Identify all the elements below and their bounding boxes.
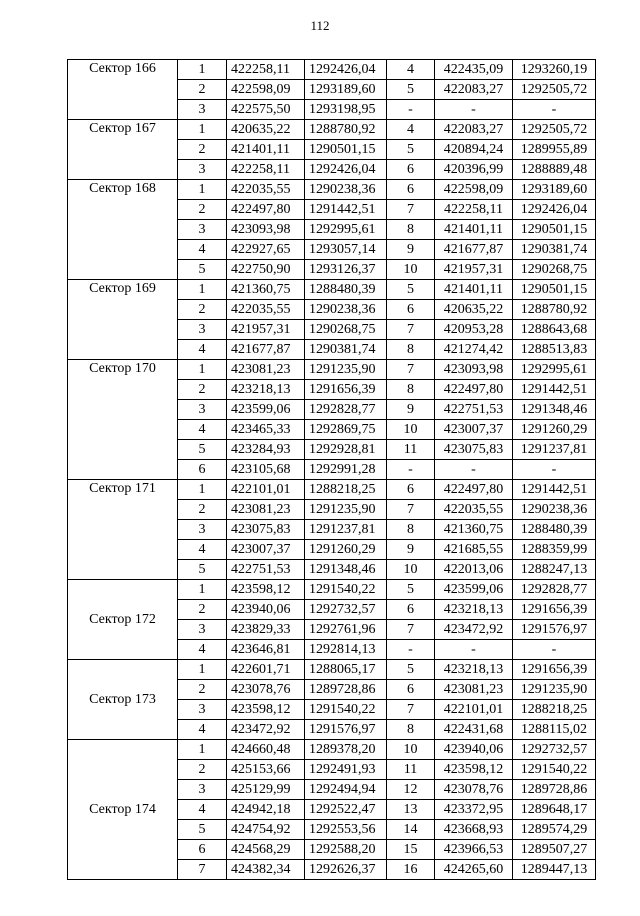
y-coordinate: 1288218,25 [513, 700, 596, 720]
x-coordinate: 423966,53 [435, 840, 513, 860]
y-coordinate: 1289574,29 [513, 820, 596, 840]
y-coordinate: 1289955,89 [513, 140, 596, 160]
x-coordinate: 423472,92 [435, 620, 513, 640]
point-number: 4 [178, 420, 227, 440]
y-coordinate: 1291235,90 [305, 360, 387, 380]
x-coordinate: 422497,80 [435, 380, 513, 400]
y-coordinate: 1288480,39 [513, 520, 596, 540]
y-coordinate: 1292869,75 [305, 420, 387, 440]
point-number: 2 [178, 760, 227, 780]
y-coordinate: 1288065,17 [305, 660, 387, 680]
y-coordinate: 1291235,90 [305, 500, 387, 520]
x-coordinate: 423472,92 [227, 720, 305, 740]
x-coordinate: 420635,22 [227, 120, 305, 140]
y-coordinate: 1289378,20 [305, 740, 387, 760]
x-coordinate: 422101,01 [227, 480, 305, 500]
point-number: 6 [387, 300, 435, 320]
x-coordinate: 422258,11 [435, 200, 513, 220]
y-coordinate: 1291237,81 [305, 520, 387, 540]
point-number: 4 [178, 720, 227, 740]
y-coordinate: 1291442,51 [513, 480, 596, 500]
y-coordinate: 1289728,86 [305, 680, 387, 700]
sector-name: Сектор 172 [68, 580, 178, 660]
y-coordinate: 1292732,57 [305, 600, 387, 620]
y-coordinate: 1292732,57 [513, 740, 596, 760]
x-coordinate: 423598,12 [227, 580, 305, 600]
y-coordinate: 1292828,77 [513, 580, 596, 600]
x-coordinate: 420953,28 [435, 320, 513, 340]
y-coordinate: 1292761,96 [305, 620, 387, 640]
point-number: 1 [178, 480, 227, 500]
point-number: 7 [387, 200, 435, 220]
y-coordinate: 1290238,36 [513, 500, 596, 520]
x-coordinate: 422258,11 [227, 60, 305, 80]
point-number: 9 [387, 540, 435, 560]
point-number: 8 [387, 380, 435, 400]
x-coordinate: 422101,01 [435, 700, 513, 720]
y-coordinate: 1291348,46 [305, 560, 387, 580]
point-number: 3 [178, 780, 227, 800]
point-number: 8 [387, 720, 435, 740]
x-coordinate: 423599,06 [227, 400, 305, 420]
point-number: 6 [387, 160, 435, 180]
point-number: 9 [387, 400, 435, 420]
sector-name: Сектор 169 [68, 280, 178, 360]
x-coordinate: 425129,99 [227, 780, 305, 800]
x-coordinate: 422013,06 [435, 560, 513, 580]
x-coordinate: 423093,98 [435, 360, 513, 380]
point-number: 3 [178, 620, 227, 640]
point-number: 3 [178, 700, 227, 720]
point-number: 4 [178, 540, 227, 560]
x-coordinate: 423081,23 [227, 500, 305, 520]
x-coordinate: 423105,68 [227, 460, 305, 480]
sector-name: Сектор 171 [68, 480, 178, 580]
point-number: 2 [178, 380, 227, 400]
point-number: 7 [387, 500, 435, 520]
point-number: 1 [178, 120, 227, 140]
point-number: 1 [178, 580, 227, 600]
x-coordinate: 421274,42 [435, 340, 513, 360]
y-coordinate: 1292626,37 [305, 860, 387, 880]
y-coordinate: 1288218,25 [305, 480, 387, 500]
point-number: 5 [387, 140, 435, 160]
y-coordinate: 1292995,61 [305, 220, 387, 240]
x-coordinate: 423081,23 [227, 360, 305, 380]
y-coordinate: 1293189,60 [513, 180, 596, 200]
x-coordinate: 423218,13 [435, 600, 513, 620]
point-number: 10 [387, 740, 435, 760]
x-coordinate: 421957,31 [227, 320, 305, 340]
point-number: 5 [178, 260, 227, 280]
x-coordinate: 422083,27 [435, 120, 513, 140]
point-number: 6 [387, 180, 435, 200]
y-coordinate: 1288780,92 [305, 120, 387, 140]
sector-name: Сектор 166 [68, 60, 178, 120]
x-coordinate: 424382,34 [227, 860, 305, 880]
x-coordinate: 423372,95 [435, 800, 513, 820]
point-number: 15 [387, 840, 435, 860]
point-number: 5 [387, 80, 435, 100]
point-number: 5 [387, 660, 435, 680]
y-coordinate: 1290501,15 [513, 220, 596, 240]
y-coordinate: 1291656,39 [513, 660, 596, 680]
y-coordinate: 1288480,39 [305, 280, 387, 300]
x-coordinate: - [435, 100, 513, 120]
point-number: 5 [387, 280, 435, 300]
point-number: 4 [387, 120, 435, 140]
x-coordinate: 423218,13 [227, 380, 305, 400]
y-coordinate: 1292426,04 [513, 200, 596, 220]
y-coordinate: 1289507,27 [513, 840, 596, 860]
point-number: 10 [387, 260, 435, 280]
y-coordinate: 1288643,68 [513, 320, 596, 340]
point-number: 3 [178, 520, 227, 540]
x-coordinate: 422598,09 [227, 80, 305, 100]
x-coordinate: 423007,37 [227, 540, 305, 560]
y-coordinate: - [513, 640, 596, 660]
x-coordinate: - [435, 460, 513, 480]
y-coordinate: 1292491,93 [305, 760, 387, 780]
y-coordinate: 1288513,83 [513, 340, 596, 360]
x-coordinate: 423078,76 [435, 780, 513, 800]
x-coordinate: 423598,12 [227, 700, 305, 720]
y-coordinate: 1291656,39 [513, 600, 596, 620]
point-number: 2 [178, 300, 227, 320]
point-number: 1 [178, 180, 227, 200]
point-number: 4 [178, 340, 227, 360]
point-number: 9 [387, 240, 435, 260]
x-coordinate: 422497,80 [435, 480, 513, 500]
x-coordinate: 423218,13 [435, 660, 513, 680]
point-number: 3 [178, 100, 227, 120]
x-coordinate: 425153,66 [227, 760, 305, 780]
y-coordinate: 1291260,29 [305, 540, 387, 560]
point-number: 7 [387, 700, 435, 720]
y-coordinate: 1290381,74 [513, 240, 596, 260]
table-row [68, 120, 596, 140]
x-coordinate: 423668,93 [435, 820, 513, 840]
y-coordinate: 1290501,15 [513, 280, 596, 300]
y-coordinate: 1292553,56 [305, 820, 387, 840]
table-row [68, 280, 596, 300]
point-number: - [387, 100, 435, 120]
sector-name: Сектор 174 [68, 740, 178, 880]
y-coordinate: 1292494,94 [305, 780, 387, 800]
x-coordinate: 420396,99 [435, 160, 513, 180]
table-row [68, 180, 596, 200]
x-coordinate: 423284,93 [227, 440, 305, 460]
point-number: 5 [178, 820, 227, 840]
point-number: 10 [387, 560, 435, 580]
x-coordinate: 422601,71 [227, 660, 305, 680]
point-number: 4 [178, 800, 227, 820]
point-number: - [387, 460, 435, 480]
point-number: 7 [387, 620, 435, 640]
x-coordinate: 424754,92 [227, 820, 305, 840]
y-coordinate: 1290238,36 [305, 180, 387, 200]
y-coordinate: 1291540,22 [513, 760, 596, 780]
point-number: - [387, 640, 435, 660]
x-coordinate: 422927,65 [227, 240, 305, 260]
point-number: 2 [178, 600, 227, 620]
x-coordinate: 424568,29 [227, 840, 305, 860]
y-coordinate: 1290381,74 [305, 340, 387, 360]
point-number: 6 [178, 840, 227, 860]
point-number: 7 [178, 860, 227, 880]
page-number: 112 [310, 18, 330, 33]
y-coordinate: 1291442,51 [513, 380, 596, 400]
x-coordinate: 424660,48 [227, 740, 305, 760]
y-coordinate: 1293126,37 [305, 260, 387, 280]
y-coordinate: 1293260,19 [513, 60, 596, 80]
table-row [68, 480, 596, 500]
y-coordinate: - [513, 100, 596, 120]
point-number: 1 [178, 360, 227, 380]
point-number: 7 [387, 320, 435, 340]
y-coordinate: 1291540,22 [305, 700, 387, 720]
point-number: 11 [387, 440, 435, 460]
point-number: 1 [178, 660, 227, 680]
x-coordinate: 423078,76 [227, 680, 305, 700]
point-number: 8 [387, 520, 435, 540]
point-number: 5 [178, 440, 227, 460]
x-coordinate: 422035,55 [227, 180, 305, 200]
y-coordinate: 1292588,20 [305, 840, 387, 860]
x-coordinate: 423940,06 [227, 600, 305, 620]
y-coordinate: 1291576,97 [305, 720, 387, 740]
coordinates-table [67, 59, 596, 880]
x-coordinate: 422083,27 [435, 80, 513, 100]
point-number: 2 [178, 680, 227, 700]
point-number: 13 [387, 800, 435, 820]
x-coordinate: 423081,23 [435, 680, 513, 700]
point-number: 12 [387, 780, 435, 800]
x-coordinate: 422035,55 [435, 500, 513, 520]
point-number: 4 [178, 640, 227, 660]
point-number: 3 [178, 400, 227, 420]
x-coordinate: 421401,11 [435, 280, 513, 300]
y-coordinate: 1292426,04 [305, 60, 387, 80]
x-coordinate: 422431,68 [435, 720, 513, 740]
x-coordinate: 421360,75 [435, 520, 513, 540]
point-number: 3 [178, 320, 227, 340]
point-number: 6 [178, 460, 227, 480]
y-coordinate: 1291576,97 [513, 620, 596, 640]
y-coordinate: - [513, 460, 596, 480]
sector-name: Сектор 168 [68, 180, 178, 280]
point-number: 6 [387, 480, 435, 500]
x-coordinate: 421957,31 [435, 260, 513, 280]
y-coordinate: 1292995,61 [513, 360, 596, 380]
x-coordinate: 422035,55 [227, 300, 305, 320]
y-coordinate: 1288247,13 [513, 560, 596, 580]
x-coordinate: 423007,37 [435, 420, 513, 440]
sector-name: Сектор 170 [68, 360, 178, 480]
y-coordinate: 1290501,15 [305, 140, 387, 160]
y-coordinate: 1293189,60 [305, 80, 387, 100]
x-coordinate: 421360,75 [227, 280, 305, 300]
y-coordinate: 1291235,90 [513, 680, 596, 700]
point-number: 4 [387, 60, 435, 80]
point-number: 1 [178, 740, 227, 760]
x-coordinate: - [435, 640, 513, 660]
point-number: 10 [387, 420, 435, 440]
table-row [68, 580, 596, 600]
point-number: 6 [387, 600, 435, 620]
y-coordinate: 1291260,29 [513, 420, 596, 440]
table-row [68, 740, 596, 760]
point-number: 4 [178, 240, 227, 260]
point-number: 2 [178, 500, 227, 520]
x-coordinate: 423075,83 [435, 440, 513, 460]
y-coordinate: 1293057,14 [305, 240, 387, 260]
x-coordinate: 421401,11 [435, 220, 513, 240]
point-number: 7 [387, 360, 435, 380]
point-number: 2 [178, 200, 227, 220]
y-coordinate: 1292426,04 [305, 160, 387, 180]
y-coordinate: 1292522,47 [305, 800, 387, 820]
point-number: 6 [387, 680, 435, 700]
sector-name: Сектор 167 [68, 120, 178, 180]
x-coordinate: 420894,24 [435, 140, 513, 160]
x-coordinate: 421677,87 [435, 240, 513, 260]
y-coordinate: 1290268,75 [513, 260, 596, 280]
table-row [68, 660, 596, 680]
x-coordinate: 422598,09 [435, 180, 513, 200]
x-coordinate: 423093,98 [227, 220, 305, 240]
x-coordinate: 423829,33 [227, 620, 305, 640]
y-coordinate: 1290238,36 [305, 300, 387, 320]
point-number: 2 [178, 80, 227, 100]
y-coordinate: 1288780,92 [513, 300, 596, 320]
point-number: 8 [387, 220, 435, 240]
x-coordinate: 424942,18 [227, 800, 305, 820]
y-coordinate: 1292928,81 [305, 440, 387, 460]
x-coordinate: 421401,11 [227, 140, 305, 160]
y-coordinate: 1291442,51 [305, 200, 387, 220]
x-coordinate: 423646,81 [227, 640, 305, 660]
y-coordinate: 1292828,77 [305, 400, 387, 420]
y-coordinate: 1292991,28 [305, 460, 387, 480]
y-coordinate: 1292505,72 [513, 120, 596, 140]
point-number: 3 [178, 220, 227, 240]
x-coordinate: 423599,06 [435, 580, 513, 600]
y-coordinate: 1291237,81 [513, 440, 596, 460]
x-coordinate: 424265,60 [435, 860, 513, 880]
table-row [68, 360, 596, 380]
point-number: 2 [178, 140, 227, 160]
sector-name: Сектор 173 [68, 660, 178, 740]
y-coordinate: 1292814,13 [305, 640, 387, 660]
x-coordinate: 422751,53 [435, 400, 513, 420]
point-number: 5 [387, 580, 435, 600]
y-coordinate: 1288359,99 [513, 540, 596, 560]
point-number: 1 [178, 60, 227, 80]
y-coordinate: 1290268,75 [305, 320, 387, 340]
x-coordinate: 422435,09 [435, 60, 513, 80]
x-coordinate: 423075,83 [227, 520, 305, 540]
x-coordinate: 422575,50 [227, 100, 305, 120]
y-coordinate: 1291656,39 [305, 380, 387, 400]
x-coordinate: 420635,22 [435, 300, 513, 320]
point-number: 16 [387, 860, 435, 880]
y-coordinate: 1291540,22 [305, 580, 387, 600]
table-row [68, 60, 596, 80]
y-coordinate: 1291348,46 [513, 400, 596, 420]
x-coordinate: 423940,06 [435, 740, 513, 760]
y-coordinate: 1288889,48 [513, 160, 596, 180]
point-number: 11 [387, 760, 435, 780]
y-coordinate: 1292505,72 [513, 80, 596, 100]
x-coordinate: 422750,90 [227, 260, 305, 280]
x-coordinate: 421685,55 [435, 540, 513, 560]
point-number: 3 [178, 160, 227, 180]
point-number: 14 [387, 820, 435, 840]
point-number: 8 [387, 340, 435, 360]
x-coordinate: 422751,53 [227, 560, 305, 580]
x-coordinate: 423465,33 [227, 420, 305, 440]
point-number: 1 [178, 280, 227, 300]
x-coordinate: 422258,11 [227, 160, 305, 180]
x-coordinate: 422497,80 [227, 200, 305, 220]
y-coordinate: 1289648,17 [513, 800, 596, 820]
y-coordinate: 1289447,13 [513, 860, 596, 880]
x-coordinate: 423598,12 [435, 760, 513, 780]
point-number: 5 [178, 560, 227, 580]
y-coordinate: 1293198,95 [305, 100, 387, 120]
y-coordinate: 1289728,86 [513, 780, 596, 800]
x-coordinate: 421677,87 [227, 340, 305, 360]
y-coordinate: 1288115,02 [513, 720, 596, 740]
